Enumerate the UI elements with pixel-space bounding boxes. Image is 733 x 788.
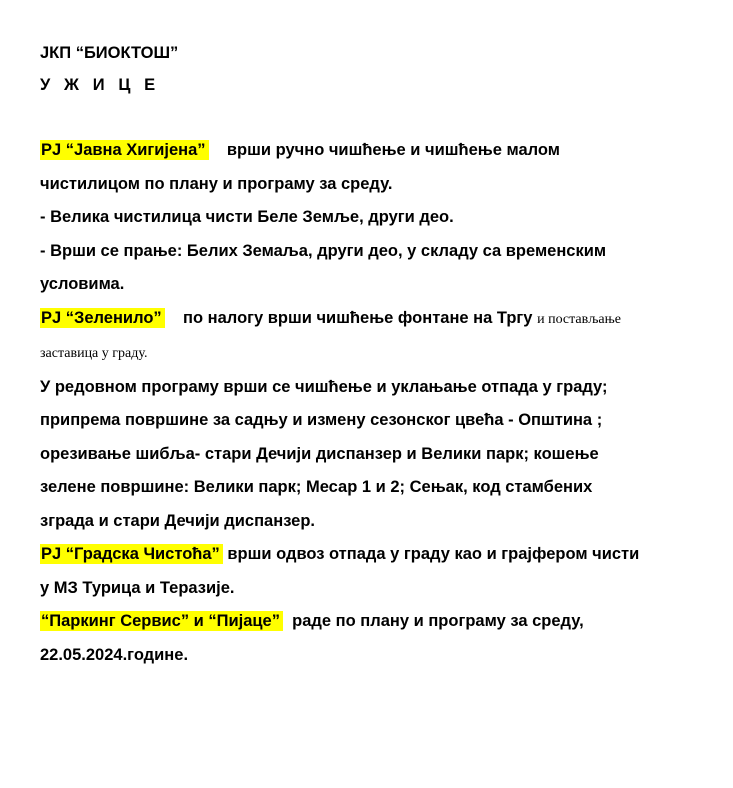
document-body [40,40,710,672]
city-letter: Ц [118,76,131,94]
section-zelenilo [40,302,710,539]
section-text: врши ручно чишћење и чишћење малом [226,141,560,159]
section-line [40,605,710,639]
section-text: врши одвоз отпада у граду као и грајфером чисти [227,545,640,563]
section-gradska-cistoca [40,538,710,605]
section-text-serif: заставица у граду. [40,346,148,361]
unit-highlight: PJ “Зеленило” [40,308,165,328]
org-name: ЈКП “БИОКТОШ” [40,44,179,62]
unit-highlight: “Паркинг Сервис” и “Пијаце” [40,611,283,631]
spacer [40,97,710,134]
section-line [40,336,710,371]
paragraph-line: припрема површине за садњу и измену сезонског цвећа - Општина ; [40,411,603,429]
unit-highlight: PJ “Јавна Хигијена” [40,140,209,160]
section-javna-higijena [40,134,710,302]
list-item-continuation: условима. [40,275,125,293]
section-line [40,538,710,572]
section-text-serif: и постављање [537,311,621,327]
list-item: - Врши се прање: Белих Земаља, други део, у складу са временским [40,241,607,260]
org-city [40,74,710,97]
unit-highlight: PJ “Градска Чистоћа” [40,544,223,564]
section-line [40,302,710,337]
list-item: - Велика чистилица чисти Беле Земље, други део. [40,208,454,226]
section-line: 22.05.2024.године. [40,645,189,664]
section-line [40,134,710,168]
city-letter: У [40,76,51,94]
paragraph-line: зграда и стари Дечији диспанзер. [40,511,316,530]
paragraph-line: орезивање шибља- стари Дечији диспанзер и Велики парк; кошење [40,444,599,463]
city-letter: И [92,76,105,94]
section-line: чистилицом по плану и програму за среду. [40,174,393,193]
city-letter: Ж [64,76,79,94]
section-text: по налогу врши чишћење фонтане на Тргу [183,308,533,327]
paragraph-line: У редовном програму врши се чишћење и уклањање отпада у граду; [40,377,608,396]
section-text: раде по плану и програму за среду, [292,612,584,630]
section-parking-pijace [40,605,710,672]
section-line: у МЗ Турица и Теразије. [40,578,235,597]
paragraph-line: зелене површине: Велики парк; Месар 1 и 2; Сењак, код стамбених [40,478,593,496]
city-letter: Е [144,76,156,94]
